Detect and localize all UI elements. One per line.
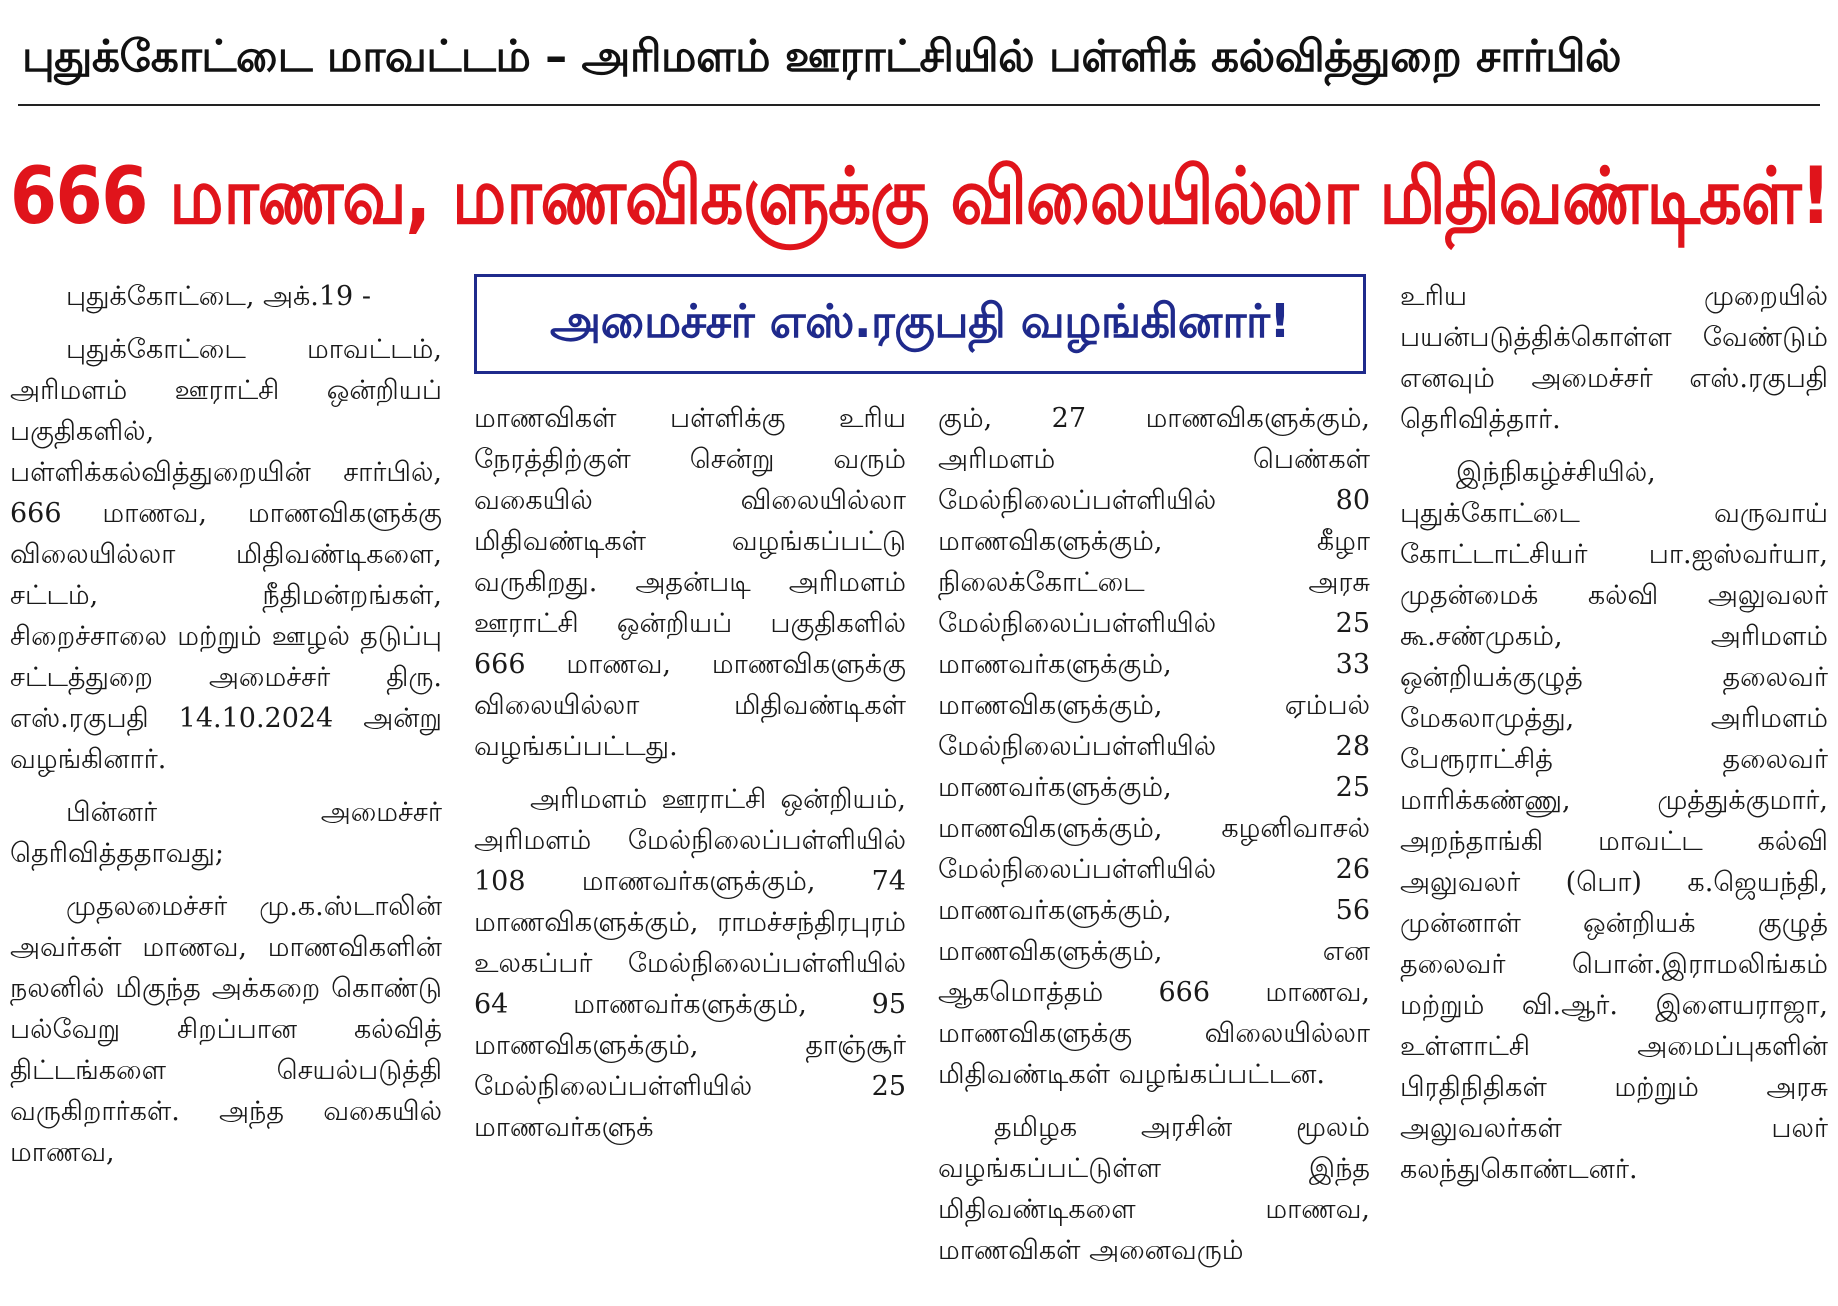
article-column-2 [474, 398, 906, 1300]
main-headline: 666 மாணவ, மாணவிகளுக்கு விலையில்லா மிதிவண்டிகள்! [10, 152, 1830, 242]
article-column-3 [938, 398, 1370, 1300]
article-paragraph: முதலமைச்சர் மு.க.ஸ்டாலின் அவர்கள் மாணவ, மாணவிகளின் நலனில் மிகுந்த அக்கறை கொண்டு பல்வேறு சிறப்பான கல்வித் திட்டங்களை செயல்படுத்தி வருகிறார்கள். அந்த வகையில் மாணவ, [10, 891, 442, 1168]
article-paragraph: புதுக்கோட்டை மாவட்டம், அரிமளம் ஊராட்சி ஒன்றியப் பகுதிகளில், பள்ளிக்கல்வித்துறையின் சார்பில், 666 மாணவ, மாணவிகளுக்கு விலையில்லா மிதிவண்டிகளை, சட்டம், நீதிமன்றங்கள், சிறைச்சாலை மற்றும் ஊழல் தடுப்பு சட்டத்துறை அமைச்சர் திரு. எஸ்.ரகுபதி 14.10.2024 அன்று வழங்கினார். [10, 334, 442, 775]
article-paragraph: உரிய முறையில் பயன்படுத்திக்கொள்ள வேண்டும் எனவும் அமைச்சர் எஸ்.ரகுபதி தெரிவித்தார். [1400, 281, 1828, 435]
divider-rule [18, 104, 1820, 106]
article-paragraph: மாணவிகள் பள்ளிக்கு உரிய நேரத்திற்குள் சென்று வரும் வகையில் விலையில்லா மிதிவண்டிகள் வழங்கப்பட்டு வருகிறது. அதன்படி அரிமளம் ஊராட்சி ஒன்றியப் பகுதிகளில் 666 மாணவ, மாணவிகளுக்கு விலையில்லா மிதிவண்டிகள் வழங்கப்பட்டது. [474, 403, 906, 762]
article-paragraph: கும், 27 மாணவிகளுக்கும், அரிமளம் பெண்கள் மேல்நிலைப்பள்ளியில் 80 மாணவிகளுக்கும், கீழா நிலைக்கோட்டை அரசு மேல்நிலைப்பள்ளியில் 25 மாணவர்களுக்கும், 33 மாணவிகளுக்கும், ஏம்பல் மேல்நிலைப்பள்ளியில் 28 மாணவர்களுக்கும், 25 மாணவிகளுக்கும், கழனிவாசல் மேல்நிலைப்பள்ளியில் 26 மாணவர்களுக்கும், 56 மாணவிகளுக்கும், என ஆகமொத்தம் 666 மாணவ, மாணவிகளுக்கு விலையில்லா மிதிவண்டிகள் வழங்கப்பட்டன. [938, 403, 1370, 1090]
article-paragraph: இந்நிகழ்ச்சியில், புதுக்கோட்டை வருவாய் கோட்டாட்சியர் பா.ஐஸ்வர்யா, முதன்மைக் கல்வி அலுவலர் கூ.சண்முகம், அரிமளம் ஒன்றியக்குழுத் தலைவர் மேகலாமுத்து, அரிமளம் பேரூராட்சித் தலைவர் மாரிக்கண்ணு, முத்துக்குமார், அறந்தாங்கி மாவட்ட கல்வி அலுவலர் (பொ) க.ஜெயந்தி, முன்னாள் ஒன்றியக் குழுத் தலைவர் பொன்.இராமலிங்கம் மற்றும் வி.ஆர். இளையராஜா, உள்ளாட்சி அமைப்புகளின் பிரதிநிதிகள் மற்றும் அரசு அலுவலர்கள் பலர் கலந்துகொண்டனர். [1400, 457, 1828, 1185]
article-paragraph: தமிழக அரசின் மூலம் வழங்கப்பட்டுள்ள இந்த மிதிவண்டிகளை மாணவ, மாணவிகள் அனைவரும் [938, 1112, 1370, 1266]
subhead-box [474, 274, 1366, 374]
subhead: அமைச்சர் எஸ்.ரகுபதி வழங்கினார்! [550, 293, 1290, 348]
dateline: புதுக்கோட்டை, அக்.19 - [66, 281, 371, 312]
article-column-4 [1400, 276, 1828, 1300]
kicker-headline: புதுக்கோட்டை மாவட்டம் – அரிமளம் ஊராட்சியில் பள்ளிக் கல்வித்துறை சார்பில் [22, 31, 1621, 82]
article-paragraph: பின்னர் அமைச்சர் தெரிவித்ததாவது; [10, 797, 442, 869]
article-paragraph: அரிமளம் ஊராட்சி ஒன்றியம், அரிமளம் மேல்நிலைப்பள்ளியில் 108 மாணவர்களுக்கும், 74 மாணவிகளுக்கும், ராமச்சந்திரபுரம் உலகப்பர் மேல்நிலைப்பள்ளியில் 64 மாணவர்களுக்கும், 95 மாணவிகளுக்கும், தாஞ்சூர் மேல்நிலைப்பள்ளியில் 25 மாணவர்களுக் [474, 784, 906, 1143]
article-column-1 [10, 276, 442, 1300]
